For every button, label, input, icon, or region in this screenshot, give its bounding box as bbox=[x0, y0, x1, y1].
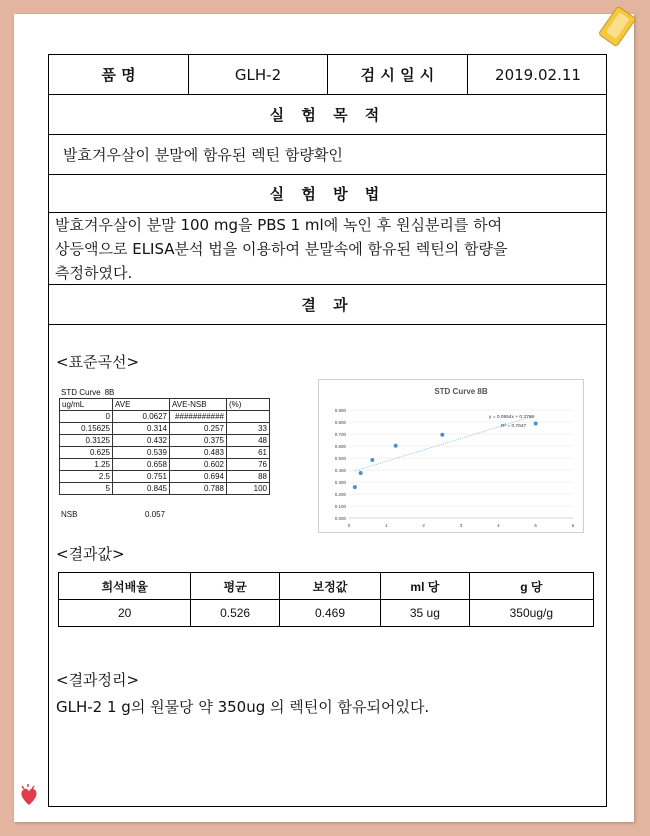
y-tick-label: 0.100 bbox=[334, 504, 346, 509]
sheet-cell: 0.788 bbox=[170, 483, 227, 495]
result-header: g 당 bbox=[469, 573, 593, 600]
sheet-cell: 88 bbox=[227, 471, 270, 483]
sheet-cell: 0.0627 bbox=[113, 411, 170, 423]
sheet-header: AVE-NSB bbox=[170, 399, 227, 411]
sheet-cell: 0.658 bbox=[113, 459, 170, 471]
heart-icon bbox=[18, 783, 40, 809]
result-cell: 20 bbox=[59, 600, 191, 627]
table-row bbox=[60, 435, 270, 447]
sheet-cell: 76 bbox=[227, 459, 270, 471]
x-tick-label: 3 bbox=[459, 523, 463, 528]
y-tick-label: 0.800 bbox=[334, 420, 346, 425]
sheet-cell: 100 bbox=[227, 483, 270, 495]
summary-text: GLH-2 1 g의 원물당 약 350ug 의 렉틴이 함유되어있다. bbox=[56, 698, 430, 716]
sheet-cell: 33 bbox=[227, 423, 270, 435]
std-curve-chart bbox=[318, 379, 584, 533]
sheet-cell: 0.483 bbox=[170, 447, 227, 459]
data-point bbox=[370, 458, 374, 462]
y-tick-label: 0.300 bbox=[334, 480, 346, 485]
x-tick-label: 5 bbox=[534, 523, 537, 528]
date-label: 검 시 일 시 bbox=[328, 55, 468, 94]
trend-equation: y = 0.0954x + 0.3766 bbox=[489, 415, 535, 420]
result-cell: 350ug/g bbox=[469, 600, 593, 627]
sheet-title-tag: 8B bbox=[104, 388, 115, 397]
result-header: 평균 bbox=[191, 573, 280, 600]
sheet-header: ug/mL bbox=[60, 399, 113, 411]
x-tick-label: 2 bbox=[422, 523, 425, 528]
result-header: 희석배율 bbox=[59, 573, 191, 600]
table-row bbox=[60, 471, 270, 483]
method-row bbox=[49, 213, 606, 285]
sheet-header: AVE bbox=[113, 399, 170, 411]
inspection-document bbox=[48, 54, 607, 807]
sheet-cell bbox=[227, 411, 270, 423]
data-point bbox=[534, 421, 538, 425]
trend-r2: R² = 0.7647 bbox=[501, 424, 527, 429]
data-point bbox=[353, 485, 357, 489]
sheet-cell: 0.432 bbox=[113, 435, 170, 447]
table-row bbox=[59, 573, 594, 600]
chart-svg bbox=[319, 380, 583, 532]
sheet-cell: 0 bbox=[60, 411, 113, 423]
y-tick-label: 0.000 bbox=[334, 516, 346, 521]
y-tick-label: 0.900 bbox=[334, 408, 346, 413]
sheet-cell: 61 bbox=[227, 447, 270, 459]
sheet-cell: 0.625 bbox=[60, 447, 113, 459]
std-curve-table bbox=[59, 398, 270, 495]
tape-icon bbox=[598, 4, 638, 50]
result-table bbox=[58, 572, 594, 627]
std-curve-sheet bbox=[59, 387, 270, 520]
sheet-cell: 0.15625 bbox=[60, 423, 113, 435]
product-value: GLH-2 bbox=[189, 55, 328, 94]
nsb-value: 0.057 bbox=[145, 510, 166, 519]
sheet-cell: 2.5 bbox=[60, 471, 113, 483]
sheet-cell: 0.845 bbox=[113, 483, 170, 495]
std-curve-label: <표준곡선> bbox=[56, 353, 140, 371]
sheet-cell: 48 bbox=[227, 435, 270, 447]
method-title: 실 험 방 법 bbox=[49, 175, 606, 213]
data-point bbox=[359, 471, 363, 475]
y-tick-label: 0.700 bbox=[334, 432, 346, 437]
sheet-cell: ########### bbox=[170, 411, 227, 423]
y-tick-label: 0.400 bbox=[334, 468, 346, 473]
data-point bbox=[440, 433, 444, 437]
nsb-label: NSB bbox=[61, 510, 78, 519]
result-title: 결 과 bbox=[49, 285, 606, 325]
result-header: ml 당 bbox=[381, 573, 470, 600]
result-cell: 0.469 bbox=[279, 600, 380, 627]
product-label: 품 명 bbox=[49, 55, 189, 94]
table-row bbox=[60, 423, 270, 435]
sheet-cell: 0.257 bbox=[170, 423, 227, 435]
sheet-title: STD Curve bbox=[61, 388, 101, 397]
chart-title: STD Curve 8B bbox=[434, 387, 488, 396]
result-cell: 35 ug bbox=[381, 600, 470, 627]
summary-label: <결과정리> bbox=[56, 671, 140, 689]
sheet-cell: 0.694 bbox=[170, 471, 227, 483]
sheet-cell: 0.314 bbox=[113, 423, 170, 435]
sheet-header: (%) bbox=[227, 399, 270, 411]
method-line-1: 발효겨우살이 분말 100 mg을 PBS 1 ml에 녹인 후 원심분리를 하여 bbox=[55, 216, 503, 234]
sheet-cell: 0.751 bbox=[113, 471, 170, 483]
purpose-title: 실 험 목 적 bbox=[49, 95, 606, 135]
purpose-row bbox=[49, 135, 606, 175]
method-line-2: 상등액으로 ELISA분석 법을 이용하여 분말속에 함유된 렉틴의 함량을 bbox=[55, 240, 508, 258]
sheet-cell: 5 bbox=[60, 483, 113, 495]
y-tick-label: 0.600 bbox=[334, 444, 346, 449]
result-value-label: <결과값> bbox=[56, 545, 125, 563]
table-row bbox=[60, 483, 270, 495]
data-point bbox=[394, 444, 398, 448]
sheet-cell: 0.602 bbox=[170, 459, 227, 471]
header-row bbox=[49, 55, 606, 95]
result-cell: 0.526 bbox=[191, 600, 280, 627]
result-header: 보정값 bbox=[279, 573, 380, 600]
y-tick-label: 0.200 bbox=[334, 492, 346, 497]
table-row bbox=[60, 411, 270, 423]
table-row bbox=[60, 459, 270, 471]
x-tick-label: 4 bbox=[497, 523, 500, 528]
sheet-cell: 1.25 bbox=[60, 459, 113, 471]
sheet-cell: 0.375 bbox=[170, 435, 227, 447]
table-row bbox=[59, 600, 594, 627]
sheet-cell: 0.3125 bbox=[60, 435, 113, 447]
y-tick-label: 0.500 bbox=[334, 456, 346, 461]
table-row bbox=[60, 447, 270, 459]
x-tick-label: 0 bbox=[347, 523, 351, 528]
x-tick-label: 6 bbox=[571, 523, 575, 528]
method-line-3: 측정하였다. bbox=[55, 264, 133, 282]
sheet-cell: 0.539 bbox=[113, 447, 170, 459]
purpose-text: 발효겨우살이 분말에 함유된 렉틴 함량확인 bbox=[63, 146, 343, 164]
x-tick-label: 1 bbox=[385, 523, 388, 528]
date-value: 2019.02.11 bbox=[495, 65, 581, 84]
